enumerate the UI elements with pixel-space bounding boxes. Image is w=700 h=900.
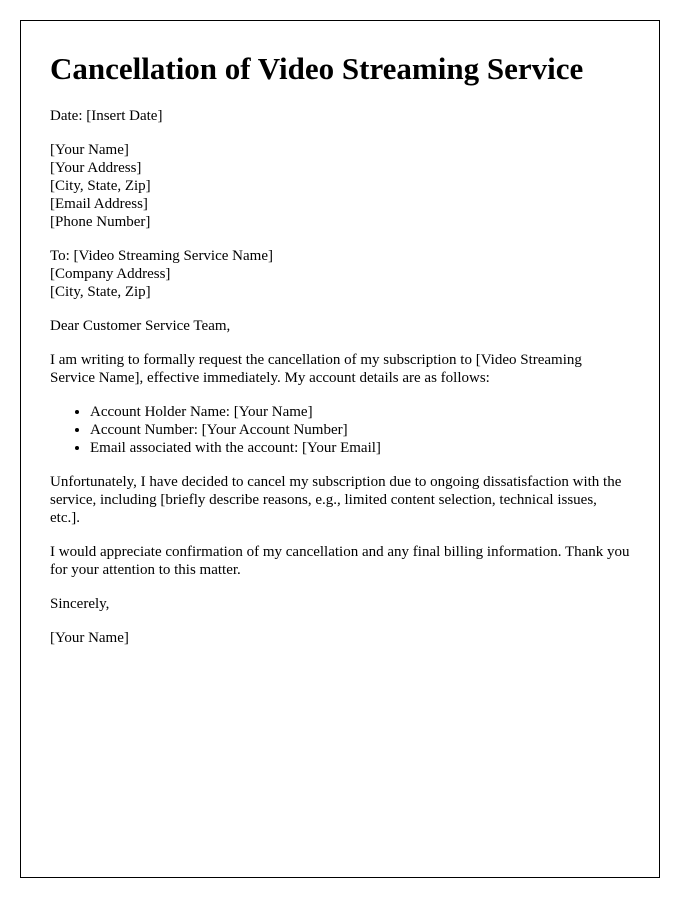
recipient-name: To: [Video Streaming Service Name] [50, 248, 273, 264]
account-email-item: • Email associated with the account: [Your Email] [90, 439, 630, 457]
account-holder-item: • Account Holder Name: [Your Name] [90, 403, 630, 421]
recipient-city-state-zip: [City, State, Zip] [50, 284, 151, 300]
body-paragraph-confirmation: I would appreciate confirmation of my cancellation and any final billing information. Thank you for your attention to this matter. [50, 544, 630, 578]
recipient-address: [Company Address] [50, 266, 171, 282]
letter-content [50, 49, 630, 663]
date-line: Date: [Insert Date] [50, 108, 163, 124]
account-details-list [50, 403, 630, 457]
letter-page [20, 20, 660, 878]
recipient-address-block [50, 247, 630, 301]
signature-name: [Your Name] [50, 630, 129, 646]
sender-address: [Your Address] [50, 160, 142, 176]
account-number-item: • Account Number: [Your Account Number] [90, 421, 630, 439]
sender-email: [Email Address] [50, 196, 148, 212]
letter-title: Cancellation of Video Streaming Service [50, 51, 584, 86]
salutation: Dear Customer Service Team, [50, 318, 231, 334]
sender-address-block [50, 141, 630, 231]
sender-phone: [Phone Number] [50, 214, 151, 230]
body-paragraph-request: I am writing to formally request the cancellation of my subscription to [Video Streaming Service Name], effective immediately. My account details are as follows: [50, 352, 582, 386]
sender-city-state-zip: [City, State, Zip] [50, 178, 151, 194]
sender-name: [Your Name] [50, 142, 129, 158]
body-paragraph-reasons: Unfortunately, I have decided to cancel my subscription due to ongoing dissatisfaction with the service, including [briefly describe reasons, e.g., limited content selection, technical issues, etc.]. [50, 474, 622, 526]
closing: Sincerely, [50, 596, 110, 612]
